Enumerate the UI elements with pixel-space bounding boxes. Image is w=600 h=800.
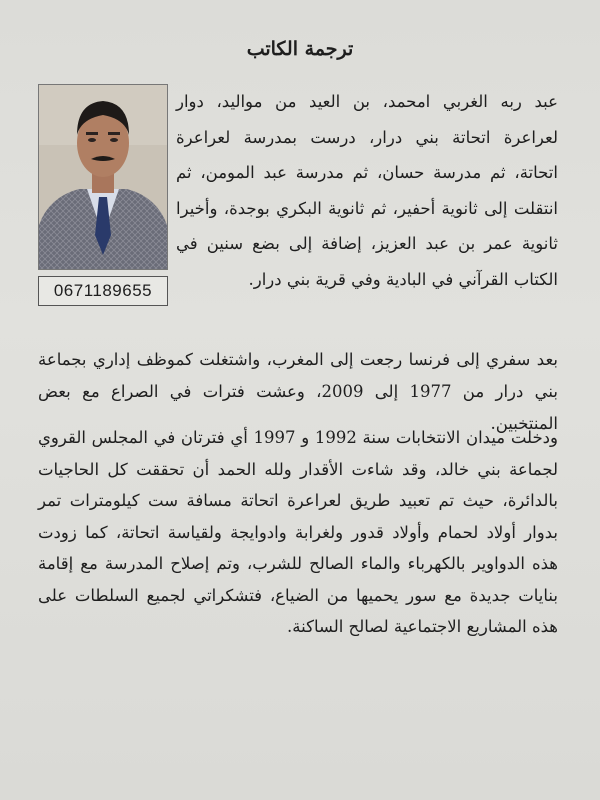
author-photo-frame bbox=[38, 84, 168, 308]
biography-paragraph-1: عبد ربه الغربي امحمد، بن العيد من مواليد، دوار لعراعرة اتحاتة بني درار، درست بمدرسة لعراعرة اتحاتة، ثم مدرسة حسان، ثم مدرسة عبد المومن، ثم انتقلت إلى ثانوية أحفير، ثم ثانوية البكري بوجدة، وأخيرا ثانوية عمر بن عبد العزيز، إضافة إلى بضع سنين في الكتاب القرآني في البادية وفي قرية بني درار. bbox=[176, 92, 558, 289]
biography-paragraph-3: ودخلت ميدان الانتخابات سنة 1992 و 1997 أي فترتان في المجلس القروي لجماعة بني خالد، وقد شاءت الأقدار ولله الحمد أن تحققت كل الحاجيات بالدائرة، حيث تم تعبيد طريق لعراعرة اتحاتة مسافة ست كيلومترات تمر بدوار أولاد لحمام وأولاد قدور ولغرابة وادوايجة ولقياسة اتحاتة، كما زودت هذه الدواوير بالكهرباء والماء الصالح للشرب، وتم إصلاح المدرسة مع إقامة بنايات جديدة مع سور يحميها من الضياع، فتشكراتي لجميع السلطات على هذه المشاريع الاجتماعية لصالح الساكنة. bbox=[38, 428, 558, 636]
biography-paragraph-2: بعد سفري إلى فرنسا رجعت إلى المغرب، واشتغلت كموظف إداري بجماعة بني درار من 1977 إلى 2009، وعشت فترات في الصراع مع بعض المنتخبين. bbox=[38, 350, 558, 433]
portrait-image bbox=[39, 85, 167, 269]
author-photo bbox=[38, 84, 168, 270]
page-title: ترجمة الكاتب bbox=[246, 38, 354, 60]
phone-number: 0671189655 bbox=[38, 276, 168, 306]
